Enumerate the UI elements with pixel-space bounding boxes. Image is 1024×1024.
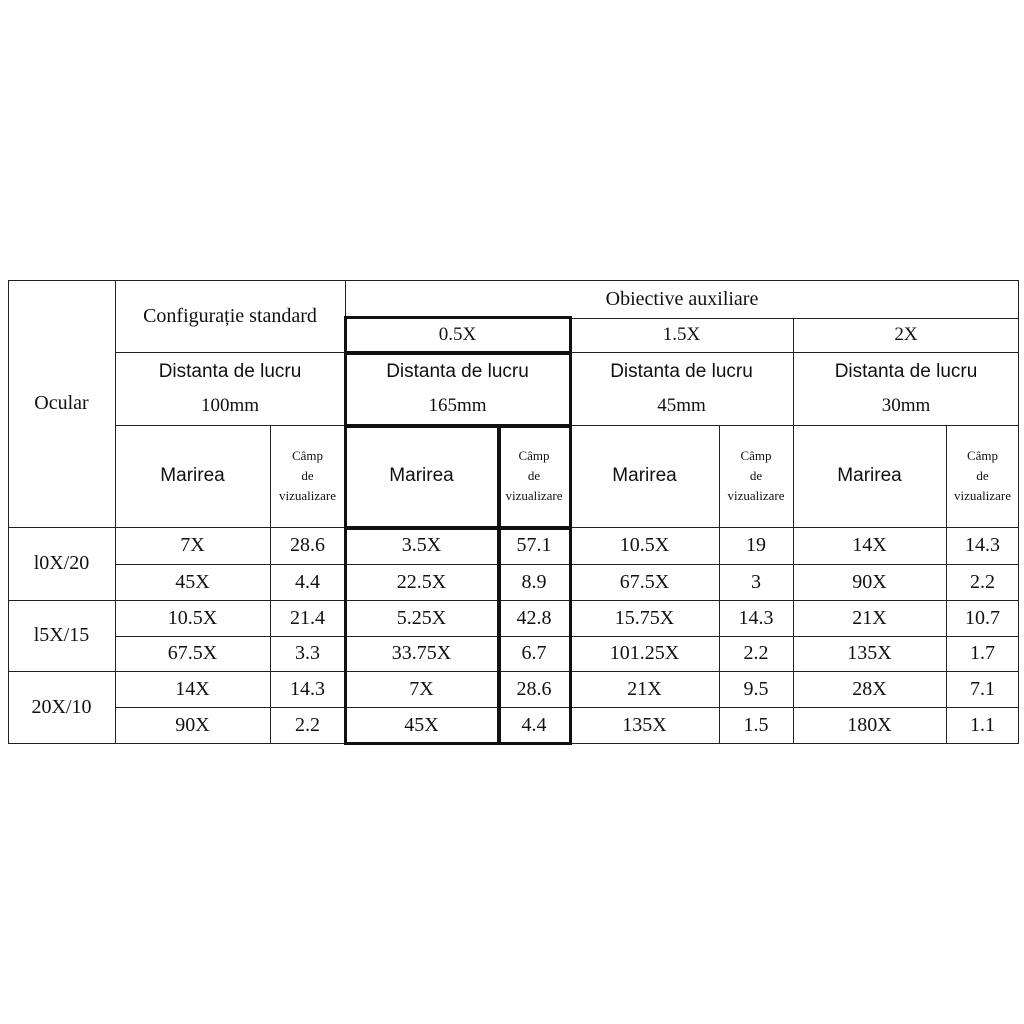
- ocular-label: l5X/15: [33, 624, 90, 646]
- ocular-header: Ocular: [34, 392, 89, 414]
- working-distance-1-5x: [570, 352, 793, 425]
- magnification-cell: 10.5X: [619, 534, 670, 556]
- field-of-view-cell: 2.2: [743, 642, 769, 664]
- ocular-label: 20X/10: [31, 696, 92, 718]
- magnification-cell: 14X: [175, 677, 210, 700]
- magnification-cell: 15.75X: [614, 606, 675, 629]
- magnification-cell: 3.5X: [401, 534, 442, 556]
- field-of-view-cell: 1.7: [970, 642, 995, 664]
- magnification-cell: 14X: [852, 534, 887, 556]
- working-distance-value: 100mm: [200, 394, 260, 416]
- field-of-view-header: [498, 425, 570, 527]
- objective-2x: 2X: [894, 324, 918, 345]
- field-of-view-cell: 28.6: [290, 534, 325, 556]
- field-of-view-cell: 1.1: [970, 714, 995, 736]
- field-of-view-cell: 8.9: [521, 570, 547, 593]
- field-of-view-cell: 9.5: [743, 677, 769, 700]
- magnification-cell: 28X: [852, 677, 887, 700]
- field-label-line: de: [301, 468, 314, 483]
- field-of-view-header: [719, 425, 793, 527]
- magnification-cell: 7X: [409, 677, 434, 700]
- field-of-view-cell: 3.3: [295, 642, 320, 664]
- magnification-cell: 33.75X: [391, 642, 452, 664]
- magnification-table: [8, 280, 1019, 744]
- field-of-view-cell: 14.3: [738, 606, 774, 629]
- field-label-line: de: [527, 468, 541, 483]
- magnification-cell: 90X: [175, 714, 210, 736]
- working-distance-label: Distanta de lucru: [610, 360, 753, 382]
- working-distance-label: Distanta de lucru: [158, 360, 302, 382]
- field-label-line: vizualizare: [727, 488, 785, 503]
- field-of-view-cell: 28.6: [516, 677, 552, 700]
- field-of-view-cell: 7.1: [970, 677, 995, 700]
- working-distance-value: 30mm: [881, 394, 931, 416]
- magnification-header: Marirea: [389, 465, 454, 486]
- working-distance-value: 165mm: [428, 394, 487, 416]
- field-label-line: Câmp: [518, 448, 550, 463]
- field-label-line: Câmp: [966, 448, 999, 463]
- working-distance-2x: [793, 352, 1019, 425]
- magnification-cell: 5.25X: [396, 606, 447, 629]
- ocular-label: l0X/20: [33, 552, 90, 574]
- magnification-cell: 45X: [175, 570, 210, 593]
- working-distance-0-5x: [345, 352, 570, 425]
- field-label-line: de: [976, 468, 989, 483]
- field-of-view-cell: 19: [746, 534, 766, 556]
- working-distance-label: Distanta de lucru: [834, 360, 978, 382]
- magnification-cell: 45X: [404, 714, 439, 736]
- field-label-line: Câmp: [291, 448, 324, 463]
- field-of-view-cell: 2.2: [970, 570, 995, 593]
- magnification-cell: 135X: [847, 642, 892, 664]
- working-distance-label: Distanta de lucru: [386, 360, 529, 382]
- field-of-view-header: [946, 425, 1019, 527]
- working-distance-value: 45mm: [657, 394, 706, 416]
- magnification-header: Marirea: [612, 465, 677, 486]
- field-label-line: de: [749, 468, 763, 483]
- objective-0-5x: 0.5X: [438, 324, 477, 345]
- working-distance-standard: [115, 352, 345, 425]
- field-label-line: vizualizare: [953, 488, 1011, 503]
- field-of-view-cell: 10.7: [965, 606, 1000, 629]
- auxiliary-objectives-header: Obiective auxiliare: [605, 287, 759, 310]
- field-of-view-cell: 21.4: [290, 606, 325, 629]
- magnification-cell: 101.25X: [609, 642, 680, 664]
- magnification-cell: 180X: [847, 714, 892, 736]
- standard-config-header: Configurație standard: [143, 304, 317, 327]
- field-of-view-cell: 4.4: [521, 714, 547, 736]
- magnification-cell: 67.5X: [167, 642, 218, 664]
- field-of-view-cell: 6.7: [521, 642, 547, 664]
- magnification-header: Marirea: [160, 465, 225, 486]
- field-of-view-cell: 14.3: [965, 534, 1000, 556]
- magnification-cell: 21X: [852, 606, 887, 629]
- field-label-line: Câmp: [740, 448, 772, 463]
- magnification-cell: 67.5X: [619, 570, 670, 593]
- field-of-view-header: [270, 425, 345, 527]
- field-of-view-cell: 14.3: [290, 677, 325, 700]
- magnification-cell: 10.5X: [167, 606, 218, 629]
- magnification-cell: 7X: [180, 534, 205, 556]
- magnification-header: Marirea: [837, 465, 902, 486]
- field-of-view-cell: 3: [751, 570, 761, 593]
- field-label-line: vizualizare: [278, 488, 336, 503]
- magnification-cell: 90X: [852, 570, 887, 593]
- field-of-view-cell: 4.4: [295, 570, 320, 593]
- magnification-cell: 135X: [622, 714, 667, 736]
- field-of-view-cell: 42.8: [516, 606, 552, 629]
- magnification-cell: 21X: [627, 677, 662, 700]
- objective-1-5x: 1.5X: [662, 324, 701, 345]
- field-label-line: vizualizare: [505, 488, 563, 503]
- magnification-cell: 22.5X: [396, 570, 447, 593]
- field-of-view-cell: 2.2: [295, 714, 320, 736]
- field-of-view-cell: 1.5: [743, 714, 769, 736]
- field-of-view-cell: 57.1: [516, 534, 552, 556]
